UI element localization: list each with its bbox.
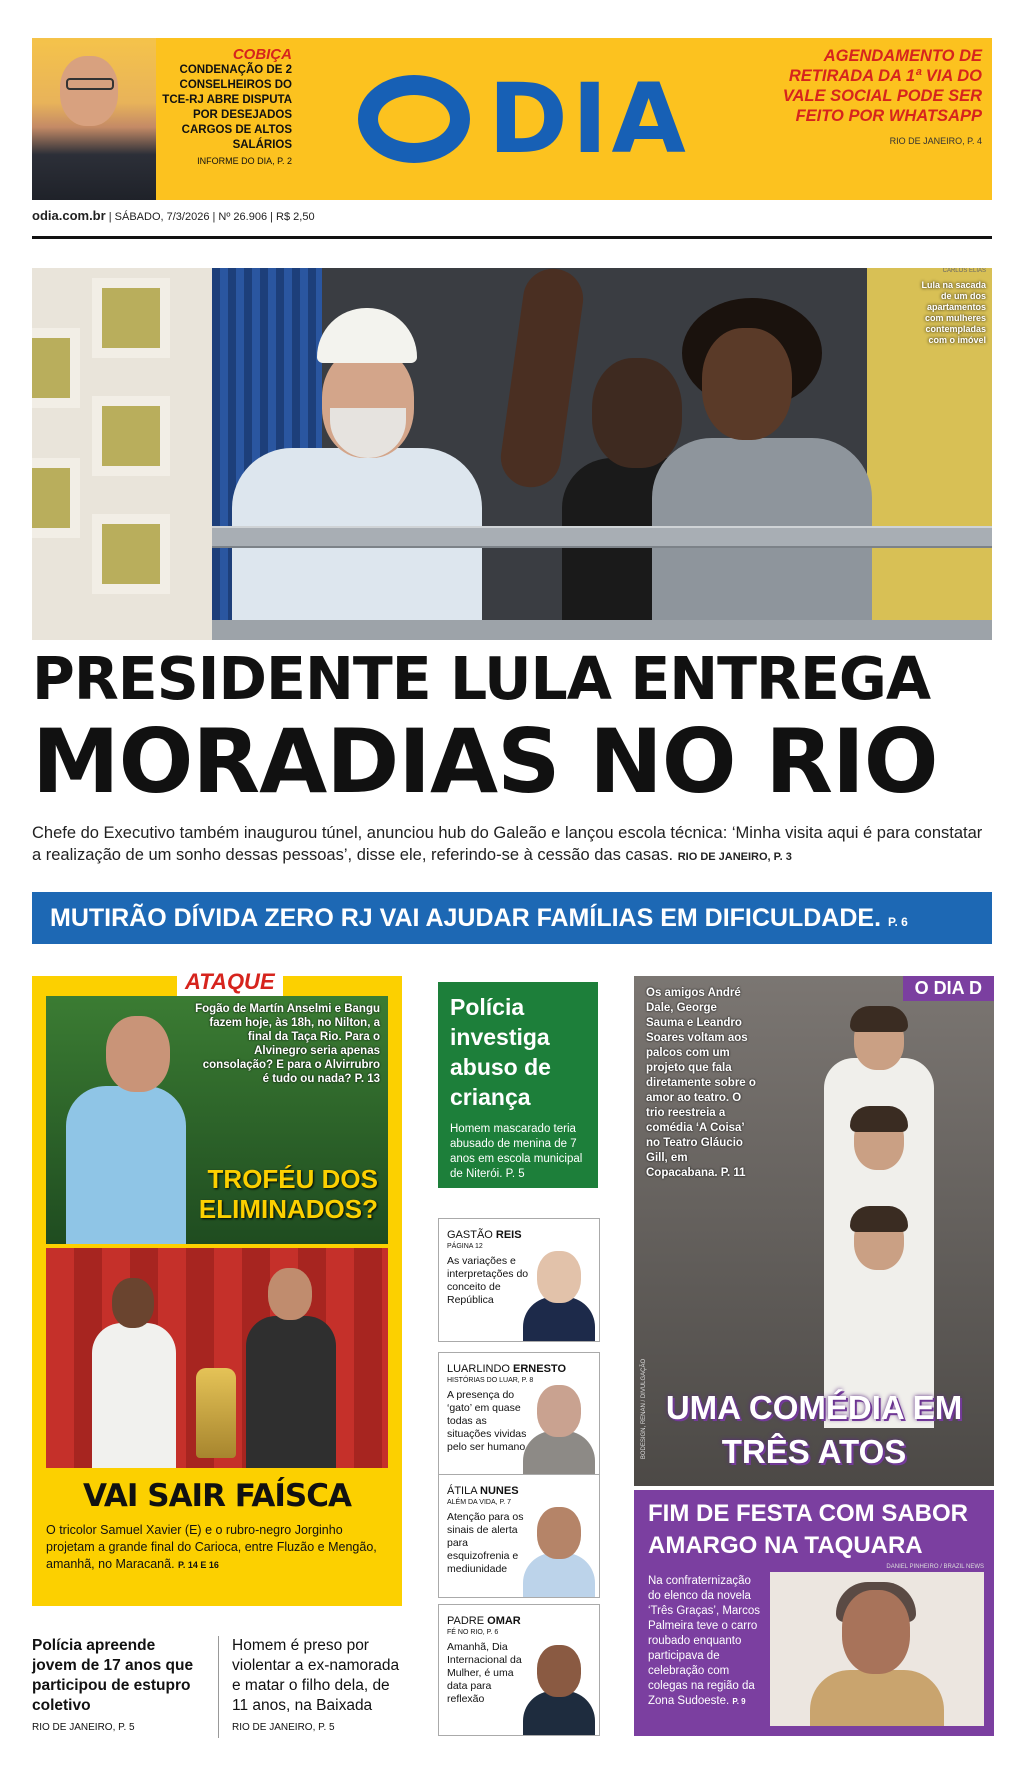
masthead	[32, 38, 992, 200]
odia-d-actors	[784, 1006, 974, 1426]
left-teaser-text: CONDENAÇÃO DE 2 CONSELHEIROS DO TCE-RJ ABRE DISPUTA POR DESEJADOS CARGOS DE ALTOS SALÁRIOS	[162, 64, 292, 151]
columnist-text: A presença do ‘gato’ em quase todas as situações vividas pelo ser humano	[447, 1389, 527, 1453]
blue-banner[interactable]	[32, 892, 992, 944]
columnist-text: Atenção para os sinais de alerta para esquizofrenia e mediunidade	[447, 1511, 524, 1575]
green-box[interactable]	[438, 982, 598, 1188]
site-link[interactable]: odia.com.br	[32, 208, 106, 223]
columnist-photo	[523, 1377, 595, 1475]
odia-d-tag: O DIA D	[903, 976, 994, 1001]
photo-railing	[212, 526, 992, 548]
deck-text: Chefe do Executivo também inaugurou túnel, anunciou hub do Galeão e lançou escola técnica: ‘Minha visita aqui é para constatar a realização de um sonho dessas pessoas’, disse ele, referindo-se à cessão das casas.	[32, 824, 983, 864]
columnist-photo	[523, 1499, 595, 1597]
sport-question: Fogão de Martín Anselmi e Bangu fazem hoje, às 18h, no Nilton, a final da Taça Rio. Para o Alvinegro seria apenas consolação? E para o Alvirrubro é tudo ou nada? P. 13	[195, 1003, 380, 1085]
sport-text: O tricolor Samuel Xavier (E) e o rubro-negro Jorginho projetam a grande final do Carioca, entre Fluzão e Mengão, amanhã, no Maracanã. P. 14 E 16	[46, 1523, 377, 1571]
banner-text: MUTIRÃO DÍVIDA ZERO RJ VAI AJUDAR FAMÍLIAS EM DIFICULDADE.	[50, 904, 882, 932]
main-headline-line2[interactable]: MORADIAS NO RIO	[32, 710, 938, 813]
green-headline: Polícia investiga abuso de criança	[450, 994, 551, 1110]
columnist-name: PADRE OMAR	[447, 1615, 521, 1627]
photo-caption: Lula na sacada de um dos apartamentos com mulheres contempladas com o imóvel	[921, 280, 986, 345]
sport-box[interactable]	[32, 969, 402, 1606]
columnist-section: PÁGINA 12	[447, 1243, 483, 1250]
divider	[32, 236, 992, 239]
columnist-text: As variações e interpretações do conceito de República	[447, 1255, 529, 1306]
photo-credit: CARLOS ELIAS	[942, 268, 986, 274]
columnist-1[interactable]	[438, 1218, 600, 1342]
brief-1[interactable]: Polícia apreende jovem de 17 anos que participou de estupro coletivo	[32, 1637, 194, 1714]
columnist-section: HISTÓRIAS DO LUAR, P. 8	[447, 1377, 534, 1384]
brief-2-ref: RIO DE JANEIRO, P. 5	[232, 1722, 335, 1733]
columnist-photo	[523, 1243, 595, 1341]
brief-2[interactable]: Homem é preso por violentar a ex-namorada e matar o filho dela, de 11 anos, na Baixada	[232, 1637, 400, 1714]
left-teaser-ref: INFORME DO DIA, P. 2	[197, 156, 292, 166]
main-photo[interactable]	[32, 268, 992, 640]
columnist-section: FÉ NO RIO, P. 6	[447, 1629, 499, 1636]
photo-wall	[32, 268, 212, 640]
odia-d-text: Os amigos André Dale, George Sauma e Leandro Soares voltam aos palcos com um projeto que fala diretamente sobre o amor ao teatro. O trio reestreia a comédia ‘A Coisa’ no Teatro Gláucio Gill, em Copacabana. P. 11	[646, 987, 756, 1179]
purple-box[interactable]	[634, 1490, 994, 1736]
sport-photo-headline: TROFÉU DOS ELIMINADOS?	[198, 1164, 378, 1224]
right-teaser-text: AGENDAMENTO DE RETIRADA DA 1ª VIA DO VALE SOCIAL PODE SER FEITO POR WHATSAPP	[782, 47, 982, 125]
purple-credit: DANIEL PINHEIRO / BRAZIL NEWS	[886, 1564, 984, 1570]
newspaper-logo[interactable]	[284, 60, 764, 178]
right-teaser-ref: RIO DE JANEIRO, P. 4	[889, 136, 982, 146]
date-edition-price: | SÁBADO, 7/3/2026 | Nº 26.906 | R$ 2,50	[105, 211, 315, 223]
photo-railing-base	[212, 620, 992, 640]
odia-d-headline: UMA COMÉDIA EM TRÊS ATOS	[665, 1389, 963, 1470]
columnist-name: LUARLINDO ERNESTO	[447, 1363, 567, 1375]
columnist-2[interactable]	[438, 1352, 600, 1476]
columnist-section: ALÉM DA VIDA, P. 7	[447, 1499, 512, 1506]
odia-d-credit: BODESIGN, RENAN / DIVULGAÇÃO	[641, 1358, 648, 1460]
main-deck	[32, 822, 994, 868]
columnist-text: Amanhã, Dia Internacional da Mulher, é uma data para reflexão	[447, 1641, 522, 1705]
columnist-3[interactable]	[438, 1474, 600, 1598]
photo-women-figures	[552, 288, 882, 640]
sport-photo-botafogo	[46, 996, 388, 1244]
masthead-right-teaser[interactable]	[752, 46, 982, 146]
columnist-name: GASTÃO REIS	[447, 1229, 522, 1241]
brief-1-ref: RIO DE JANEIRO, P. 5	[32, 1722, 135, 1733]
sport-kicker: ATAQUE	[177, 968, 283, 996]
odia-d-box[interactable]	[634, 976, 994, 1486]
trophy-icon	[196, 1368, 236, 1458]
left-kicker: COBIÇA	[232, 46, 292, 63]
sport-photo-final	[46, 1248, 388, 1468]
logo-o-mark	[358, 75, 470, 163]
sport-headline[interactable]: VAI SAIR FAÍSCA	[83, 1478, 351, 1514]
columnist-photo	[523, 1637, 595, 1735]
columnist-4[interactable]	[438, 1604, 600, 1736]
photo-lula-figure	[222, 308, 482, 640]
divider	[218, 1636, 219, 1738]
columnist-photo	[32, 38, 156, 200]
deck-ref: RIO DE JANEIRO, P. 3	[677, 851, 792, 863]
purple-headline: FIM DE FESTA COM SABOR AMARGO NA TAQUARA	[648, 1500, 968, 1559]
purple-photo	[770, 1572, 984, 1726]
dateline	[32, 208, 315, 223]
logo-word: DIA	[488, 63, 690, 175]
masthead-left-teaser[interactable]	[152, 46, 292, 166]
banner-page: P. 6	[887, 915, 908, 929]
green-text: Homem mascarado teria abusado de menina de 7 anos em escola municipal de Niterói. P. 5	[450, 1123, 583, 1180]
columnist-name: ÁTILA NUNES	[447, 1485, 519, 1497]
main-headline-line1[interactable]: PRESIDENTE LULA ENTREGA	[32, 644, 931, 713]
purple-text: Na confraternização do elenco da novela ‘Três Graças’, Marcos Palmeira teve o carro roubado enquanto participava de celebração com colegas na região da Zona Sudoeste. P. 9	[648, 1575, 761, 1707]
